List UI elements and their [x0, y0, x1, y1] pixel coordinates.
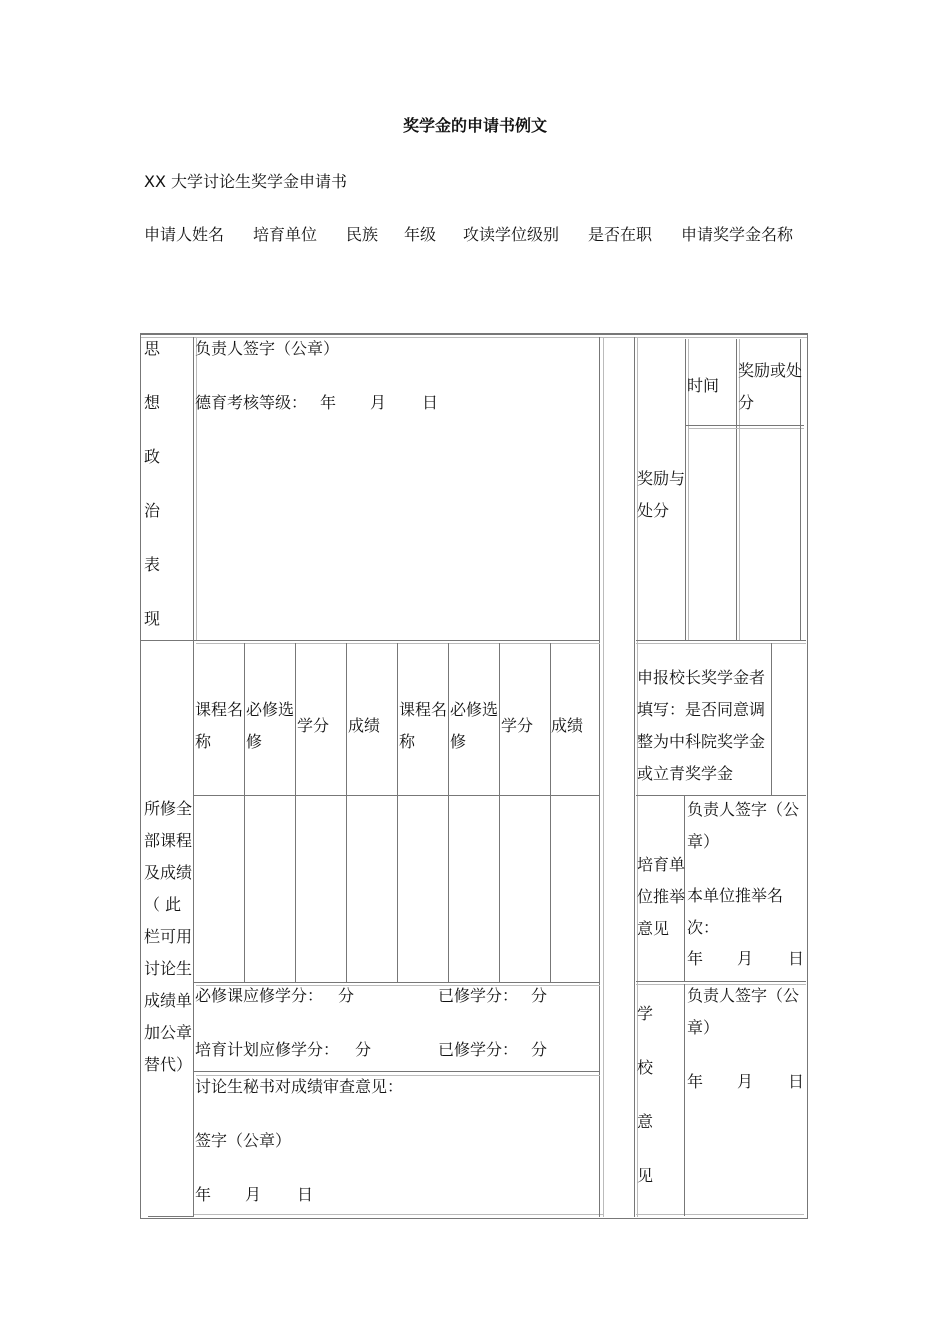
political-label-char: 治: [144, 501, 161, 520]
course-header-credits: 学分: [297, 716, 330, 735]
unit-recommendation-label: 培育单位推举意见: [637, 855, 686, 938]
completed-credits-label: 已修学分：: [438, 986, 519, 1005]
president-scholarship-question: 申报校长奖学金者填写：是否同意调整为中科院奖学金或立青奖学金: [637, 668, 766, 783]
field-applicant-name: 申请人姓名: [144, 225, 225, 244]
document-title: 奖学金的申请书例文: [402, 116, 547, 135]
plan-completed-unit: 分: [531, 1040, 548, 1059]
unit-date-year: 年: [687, 949, 704, 968]
field-training-unit: 培育单位: [253, 225, 318, 244]
required-credits-label: 必修课应修学分：: [195, 986, 324, 1005]
secretary-date-year: 年: [195, 1185, 212, 1204]
course-header-name: 课程名称: [399, 700, 448, 751]
school-label-char: 意: [637, 1112, 654, 1131]
course-header-name: 课程名称: [195, 700, 244, 751]
secretary-date-month: 月: [245, 1185, 262, 1204]
secretary-review-label: 讨论生秘书对成绩审查意见：: [195, 1077, 404, 1096]
awards-label: 奖励与处分: [637, 469, 686, 520]
political-date-day: 日: [422, 393, 439, 412]
school-label-char: 见: [637, 1166, 654, 1185]
school-date-day: 日: [788, 1072, 805, 1091]
moral-grade-label: 德育考核等级：: [195, 393, 308, 412]
form-subtitle: XX 大学讨论生奖学金申请书: [144, 172, 348, 191]
school-date-month: 月: [737, 1072, 754, 1091]
political-date-year: 年: [320, 393, 337, 412]
course-header-score: 成绩: [551, 716, 584, 735]
field-grade: 年级: [404, 225, 437, 244]
course-header-credits: 学分: [501, 716, 534, 735]
political-date-month: 月: [370, 393, 387, 412]
plan-credits-label: 培育计划应修学分：: [195, 1040, 340, 1059]
completed-credits-unit: 分: [531, 986, 548, 1005]
field-degree-level: 攻读学位级别: [463, 225, 560, 244]
unit-date-month: 月: [737, 949, 754, 968]
plan-credits-unit: 分: [355, 1040, 372, 1059]
field-employed: 是否在职: [588, 225, 653, 244]
political-label-char: 政: [144, 447, 161, 466]
secretary-date-day: 日: [297, 1185, 314, 1204]
political-signature: 负责人签字（公章）: [195, 339, 340, 358]
school-label-char: 学: [637, 1004, 654, 1023]
political-label-char: 思: [144, 339, 161, 358]
awards-col-award: 奖励或处分: [738, 361, 803, 412]
course-header-type: 必修选修: [246, 700, 295, 751]
political-label-char: 现: [144, 609, 161, 628]
courses-label: 所修全部课程及成绩（ 此栏可用讨论生成绩单加公章替代）: [144, 799, 193, 1074]
course-header-type: 必修选修: [450, 700, 499, 751]
field-ethnicity: 民族: [346, 225, 379, 244]
unit-signature: 负责人签字（公章）: [687, 800, 800, 851]
unit-date-day: 日: [788, 949, 805, 968]
school-label-char: 校: [637, 1058, 654, 1077]
required-credits-unit: 分: [338, 986, 355, 1005]
political-label-char: 表: [144, 555, 161, 574]
awards-col-time: 时间: [687, 376, 720, 395]
secretary-signature: 签字（公章）: [195, 1131, 292, 1150]
unit-rank-label: 本单位推举名次：: [687, 886, 784, 937]
school-signature: 负责人签字（公章）: [687, 986, 800, 1037]
plan-completed-label: 已修学分：: [438, 1040, 519, 1059]
field-scholarship-name: 申请奖学金名称: [681, 225, 794, 244]
course-header-score: 成绩: [348, 716, 381, 735]
political-label-char: 想: [144, 393, 161, 412]
school-date-year: 年: [687, 1072, 704, 1091]
